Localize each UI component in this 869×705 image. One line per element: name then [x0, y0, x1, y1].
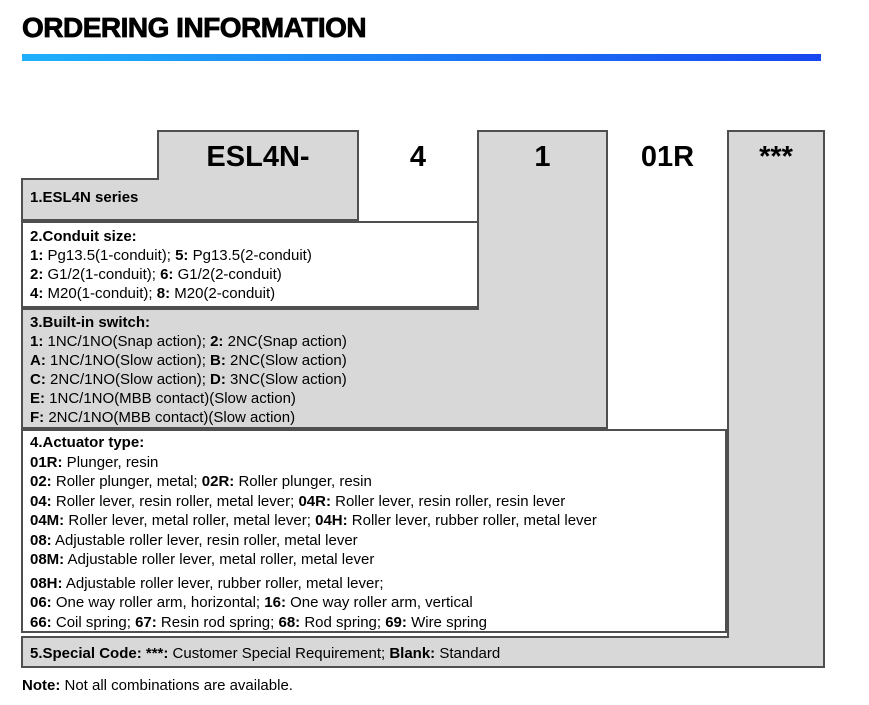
actuator-option-line: 66: Coil spring; 67: Resin rod spring; 68: Rod spring; 69: Wire spring — [30, 613, 487, 631]
switch-option-line: A: 1NC/1NO(Slow action); B: 2NC(Slow action) — [30, 352, 347, 369]
code-special: *** — [759, 141, 793, 173]
actuator-option-line: 08H: Adjustable roller lever, rubber roller, metal lever; — [30, 574, 384, 592]
actuator-option-line: 04: Roller lever, resin roller, metal lever; 04R: Roller lever, resin roller, resin lever — [30, 492, 566, 510]
code-series: ESL4N- — [206, 141, 310, 173]
actuator-option-line: 01R: Plunger, resin — [30, 453, 159, 471]
conduit-option-line: 2: G1/2(1-conduit); 6: G1/2(2-conduit) — [30, 266, 282, 283]
actuator-option-line: 06: One way roller arm, horizontal; 16: One way roller arm, vertical — [30, 594, 473, 611]
switch-option-line: E: 1NC/1NO(MBB contact)(Slow action) — [30, 390, 296, 407]
page-title: ORDERING INFORMATION — [22, 12, 367, 43]
note-line: Note: Not all combinations are available. — [22, 677, 293, 694]
conduit-option-line: 4: M20(1-conduit); 8: M20(2-conduit) — [30, 285, 276, 302]
actuator-option-line: 08: Adjustable roller lever, resin roller, metal lever — [30, 531, 358, 549]
code-actuator-type: 01R — [640, 141, 695, 173]
actuator-section — [30, 433, 597, 632]
conduit-option-line: 1: Pg13.5(1-conduit); 5: Pg13.5(2-conduit) — [30, 247, 312, 264]
actuator-option-line: 02: Roller plunger, metal; 02R: Roller plunger, resin — [30, 473, 372, 490]
switch-section — [30, 313, 347, 427]
code-built-in-switch: 1 — [534, 141, 551, 173]
conduit-section — [30, 227, 312, 303]
series-section-label: 1.ESL4N series — [30, 189, 139, 206]
actuator-section-title: 4.Actuator type: — [30, 434, 145, 451]
switch-section-title: 3.Built-in switch: — [30, 314, 150, 331]
actuator-option-line: 08M: Adjustable roller lever, metal roller, metal lever — [30, 551, 375, 568]
switch-option-line: C: 2NC/1NO(Slow action); D: 3NC(Slow action) — [30, 371, 347, 388]
conduit-section-title: 2.Conduit size: — [30, 228, 137, 245]
switch-option-line: 1: 1NC/1NO(Snap action); 2: 2NC(Snap action) — [30, 333, 347, 350]
switch-option-line: F: 2NC/1NO(MBB contact)(Slow action) — [30, 409, 296, 426]
code-conduit-size: 4 — [409, 141, 427, 173]
special-code-section: 5.Special Code: ***: Customer Special Requirement; Blank: Standard — [30, 645, 501, 662]
actuator-option-line: 04M: Roller lever, metal roller, metal lever; 04H: Roller lever, rubber roller, metal lever — [30, 512, 597, 529]
